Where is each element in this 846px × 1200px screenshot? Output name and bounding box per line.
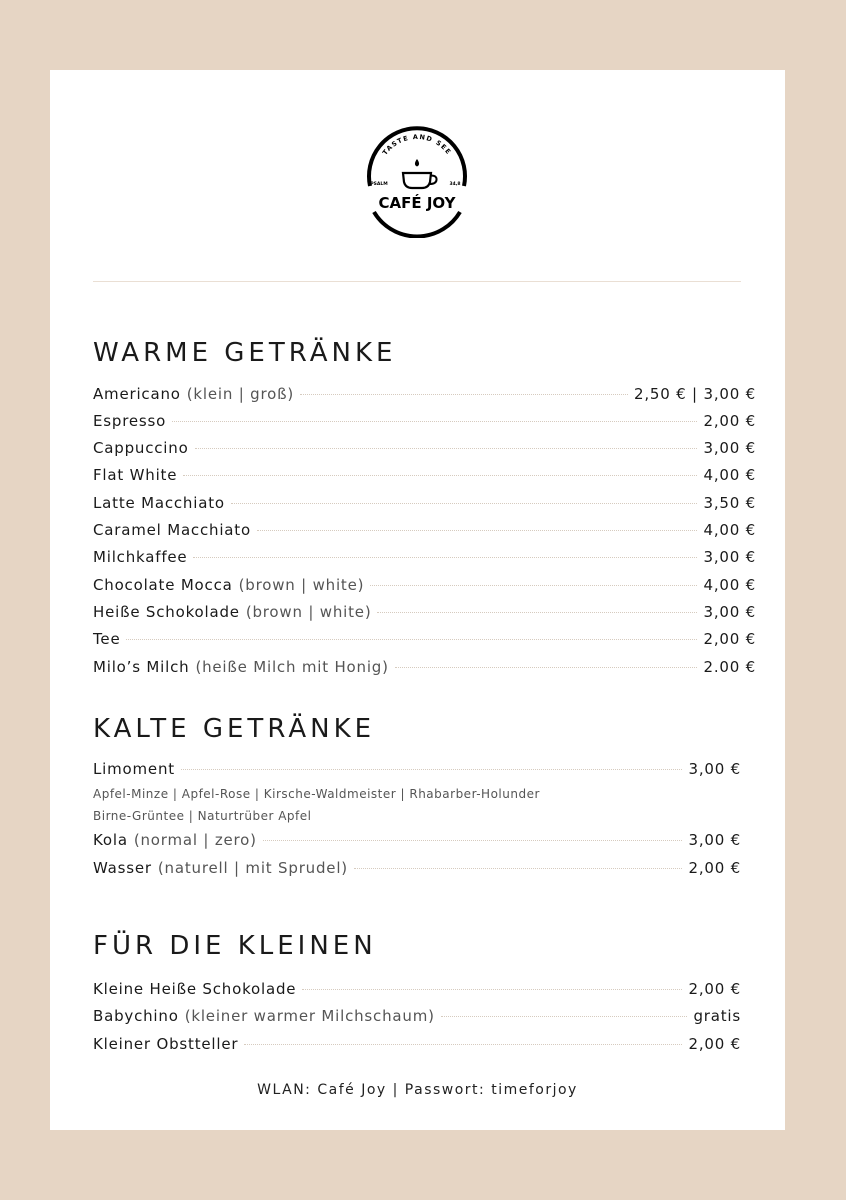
dot-leader xyxy=(370,584,697,586)
menu-card xyxy=(50,70,785,1130)
dot-leader xyxy=(441,1015,688,1017)
dot-leader xyxy=(193,556,697,558)
menu-item xyxy=(93,1032,741,1056)
menu-item xyxy=(93,977,741,1001)
item-name: Kleiner Obstteller xyxy=(93,1035,239,1053)
item-name: Wasser xyxy=(93,859,152,877)
menu-item xyxy=(93,757,741,781)
header-divider xyxy=(93,281,741,282)
menu-item xyxy=(93,545,756,569)
dot-leader xyxy=(302,988,682,990)
item-price: 3,00 € xyxy=(703,548,756,566)
item-note: (naturell | mit Sprudel) xyxy=(157,859,348,877)
dot-leader xyxy=(263,839,683,841)
item-note: (normal | zero) xyxy=(133,831,257,849)
dot-leader xyxy=(354,867,683,869)
item-note: (klein | groß) xyxy=(186,385,295,403)
item-price: 3,00 € xyxy=(688,831,741,849)
menu-item xyxy=(93,600,756,624)
item-note: (brown | white) xyxy=(238,576,365,594)
flavor-list: Birne-Grüntee | Naturtrüber Apfel xyxy=(93,809,312,823)
flavor-list: Apfel-Minze | Apfel-Rose | Kirsche-Waldmeister | Rhabarber-Holunder xyxy=(93,787,540,801)
section-title-warm: WARME GETRÄNKE xyxy=(93,338,397,368)
item-price: 4,00 € xyxy=(703,521,756,539)
item-name: Flat White xyxy=(93,466,178,484)
dot-leader xyxy=(231,502,698,504)
item-price: 3,50 € xyxy=(703,494,756,512)
menu-item xyxy=(93,573,756,597)
dot-leader xyxy=(183,474,697,476)
section-title-kids: FÜR DIE KLEINEN xyxy=(93,931,377,961)
item-name: Milo’s Milch xyxy=(93,658,190,676)
menu-item xyxy=(93,409,756,433)
menu-item xyxy=(93,856,741,880)
menu-item xyxy=(93,1004,741,1028)
item-price: gratis xyxy=(693,1007,741,1025)
item-price: 2,00 € xyxy=(703,630,756,648)
item-name: Babychino xyxy=(93,1007,179,1025)
section-title-cold: KALTE GETRÄNKE xyxy=(93,714,376,744)
cafe-joy-logo xyxy=(356,116,478,238)
dot-leader xyxy=(395,666,698,668)
item-price: 4,00 € xyxy=(703,466,756,484)
item-name: Espresso xyxy=(93,412,167,430)
item-name: Kola xyxy=(93,831,128,849)
dot-leader xyxy=(300,393,628,395)
item-name: Heiße Schokolade xyxy=(93,603,240,621)
item-price: 3,00 € xyxy=(703,439,756,457)
dot-leader xyxy=(244,1043,682,1045)
item-name: Tee xyxy=(93,630,121,648)
logo-name: CAFÉ JOY xyxy=(378,194,456,212)
item-price: 2,50 € | 3,00 € xyxy=(633,385,756,403)
item-name: Chocolate Mocca xyxy=(93,576,233,594)
item-name: Milchkaffee xyxy=(93,548,188,566)
menu-item xyxy=(93,436,756,460)
menu-item xyxy=(93,828,741,852)
dot-leader xyxy=(377,611,697,613)
item-price: 2,00 € xyxy=(688,980,741,998)
dot-leader xyxy=(172,420,697,422)
item-note: (kleiner warmer Milchschaum) xyxy=(184,1007,435,1025)
item-name: Latte Macchiato xyxy=(93,494,225,512)
coffee-cup-icon xyxy=(403,159,437,188)
menu-item xyxy=(93,382,756,406)
item-price: 2,00 € xyxy=(688,1035,741,1053)
logo-arc-text: TASTE AND SEE xyxy=(380,132,454,157)
wifi-footer: WLAN: Café Joy | Passwort: timeforjoy xyxy=(257,1082,578,1098)
dot-leader xyxy=(195,447,698,449)
dot-leader xyxy=(257,529,698,531)
item-price: 3,00 € xyxy=(688,760,741,778)
logo-right-text: 34,8 xyxy=(449,182,461,187)
item-price: 2.00 € xyxy=(703,658,756,676)
item-note: (heiße Milch mit Honig) xyxy=(195,658,389,676)
menu-item xyxy=(93,655,756,679)
item-price: 2,00 € xyxy=(703,412,756,430)
item-price: 4,00 € xyxy=(703,576,756,594)
menu-item xyxy=(93,627,756,651)
item-price: 2,00 € xyxy=(688,859,741,877)
logo-left-text: PSALM xyxy=(370,182,388,187)
menu-item xyxy=(93,463,756,487)
item-note: (brown | white) xyxy=(245,603,372,621)
menu-item xyxy=(93,491,756,515)
item-name: Limoment xyxy=(93,760,175,778)
item-name: Cappuccino xyxy=(93,439,189,457)
item-price: 3,00 € xyxy=(703,603,756,621)
dot-leader xyxy=(181,768,683,770)
item-name: Americano xyxy=(93,385,181,403)
item-name: Kleine Heiße Schokolade xyxy=(93,980,297,998)
dot-leader xyxy=(126,638,697,640)
menu-item xyxy=(93,518,756,542)
item-name: Caramel Macchiato xyxy=(93,521,251,539)
